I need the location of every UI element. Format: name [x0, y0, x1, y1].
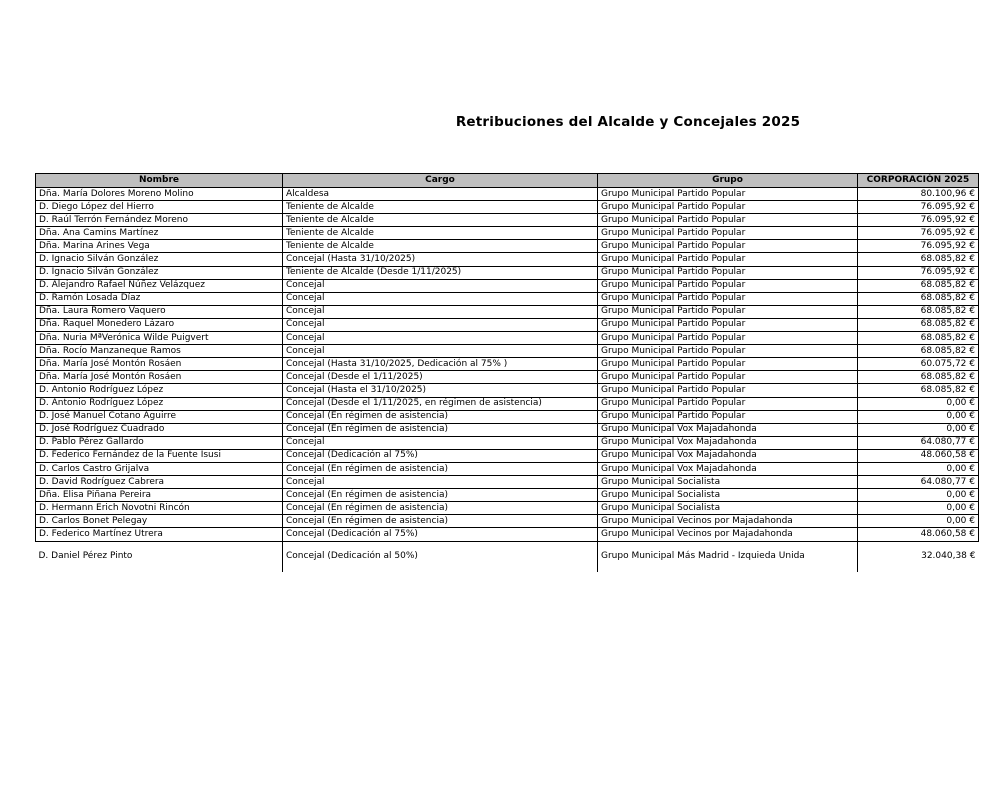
salaries-table [35, 173, 979, 572]
cell-nombre: D. Antonio Rodríguez López [36, 397, 283, 410]
table-body [36, 188, 979, 572]
cell-nombre: Dña. Rocío Manzaneque Ramos [36, 345, 283, 358]
table-row [36, 318, 979, 331]
cell-importe: 68.085,82 € [858, 253, 979, 266]
table-row [36, 358, 979, 371]
cell-importe: 76.095,92 € [858, 240, 979, 253]
cell-nombre: D. Hermann Erich Novotni Rincón [36, 502, 283, 515]
cell-grupo: Grupo Municipal Partido Popular [598, 371, 858, 384]
cell-importe: 68.085,82 € [858, 292, 979, 305]
cell-grupo: Grupo Municipal Partido Popular [598, 292, 858, 305]
cell-nombre: D. Ramón Losada Díaz [36, 292, 283, 305]
cell-importe: 60.075,72 € [858, 358, 979, 371]
table-row [36, 227, 979, 240]
cell-nombre: Dña. María José Montón Rosáen [36, 358, 283, 371]
cell-importe: 64.080,77 € [858, 476, 979, 489]
table-row [36, 332, 979, 345]
cell-cargo: Concejal (En régimen de asistencia) [283, 515, 598, 528]
cell-cargo: Concejal [283, 345, 598, 358]
cell-nombre: D. Diego López del Hierro [36, 201, 283, 214]
cell-cargo: Concejal [283, 318, 598, 331]
cell-nombre: D. Ignacio Silván González [36, 253, 283, 266]
cell-cargo: Teniente de Alcalde [283, 227, 598, 240]
cell-cargo: Teniente de Alcalde [283, 214, 598, 227]
cell-importe: 76.095,92 € [858, 214, 979, 227]
table-row [36, 410, 979, 423]
cell-grupo: Grupo Municipal Partido Popular [598, 253, 858, 266]
cell-importe: 68.085,82 € [858, 371, 979, 384]
table-row [36, 397, 979, 410]
cell-grupo: Grupo Municipal Partido Popular [598, 188, 858, 201]
cell-nombre: Dña. Nuria MªVerónica Wilde Puigvert [36, 332, 283, 345]
cell-importe: 0,00 € [858, 502, 979, 515]
cell-importe: 64.080,77 € [858, 436, 979, 449]
cell-cargo: Concejal [283, 476, 598, 489]
table-row [36, 515, 979, 528]
cell-cargo: Concejal [283, 305, 598, 318]
cell-nombre: Dña. Laura Romero Vaquero [36, 305, 283, 318]
cell-cargo: Concejal [283, 332, 598, 345]
cell-nombre: D. Raúl Terrón Fernández Moreno [36, 214, 283, 227]
cell-grupo: Grupo Municipal Socialista [598, 489, 858, 502]
cell-importe: 68.085,82 € [858, 305, 979, 318]
cell-cargo: Concejal (En régimen de asistencia) [283, 502, 598, 515]
cell-grupo: Grupo Municipal Partido Popular [598, 201, 858, 214]
cell-importe: 0,00 € [858, 410, 979, 423]
cell-nombre: D. Federico Fernández de la Fuente Isusi [36, 449, 283, 462]
page-title: Retribuciones del Alcalde y Concejales 2025 [455, 114, 801, 130]
cell-nombre: D. José Manuel Cotano Aguirre [36, 410, 283, 423]
table-row [36, 345, 979, 358]
cell-cargo: Concejal (Desde el 1/11/2025) [283, 371, 598, 384]
cell-importe: 0,00 € [858, 489, 979, 502]
table-row [36, 371, 979, 384]
table-row [36, 292, 979, 305]
table-row [36, 436, 979, 449]
cell-importe: 0,00 € [858, 515, 979, 528]
cell-grupo: Grupo Municipal Partido Popular [598, 397, 858, 410]
cell-importe: 76.095,92 € [858, 201, 979, 214]
cell-grupo: Grupo Municipal Partido Popular [598, 214, 858, 227]
cell-nombre: D. Antonio Rodríguez López [36, 384, 283, 397]
table-row [36, 541, 979, 572]
cell-cargo: Concejal (Hasta 31/10/2025, Dedicación al 75% ) [283, 358, 598, 371]
cell-importe: 68.085,82 € [858, 332, 979, 345]
table-row [36, 253, 979, 266]
cell-grupo: Grupo Municipal Socialista [598, 476, 858, 489]
cell-grupo: Grupo Municipal Partido Popular [598, 305, 858, 318]
cell-grupo: Grupo Municipal Partido Popular [598, 345, 858, 358]
cell-grupo: Grupo Municipal Partido Popular [598, 240, 858, 253]
cell-nombre: D. Daniel Pérez Pinto [36, 541, 283, 572]
cell-cargo: Concejal (Desde el 1/11/2025, en régimen de asistencia) [283, 397, 598, 410]
cell-cargo: Concejal (En régimen de asistencia) [283, 423, 598, 436]
table-row [36, 449, 979, 462]
cell-nombre: D. Carlos Bonet Pelegay [36, 515, 283, 528]
cell-importe: 68.085,82 € [858, 318, 979, 331]
cell-nombre: Dña. Elisa Piñana Pereira [36, 489, 283, 502]
cell-grupo: Grupo Municipal Partido Popular [598, 358, 858, 371]
column-header-corporacion: CORPORACIÓN 2025 [858, 174, 979, 188]
cell-nombre: D. Ignacio Silván González [36, 266, 283, 279]
cell-grupo: Grupo Municipal Partido Popular [598, 279, 858, 292]
cell-cargo: Concejal (Dedicación al 75%) [283, 449, 598, 462]
cell-cargo: Concejal (Dedicación al 75%) [283, 528, 598, 541]
cell-cargo: Concejal (Hasta 31/10/2025) [283, 253, 598, 266]
cell-cargo: Alcaldesa [283, 188, 598, 201]
cell-grupo: Grupo Municipal Vox Majadahonda [598, 423, 858, 436]
cell-cargo: Teniente de Alcalde (Desde 1/11/2025) [283, 266, 598, 279]
table-row [36, 489, 979, 502]
table-row [36, 528, 979, 541]
cell-grupo: Grupo Municipal Vecinos por Majadahonda [598, 528, 858, 541]
cell-cargo: Teniente de Alcalde [283, 201, 598, 214]
cell-importe: 80.100,96 € [858, 188, 979, 201]
cell-nombre: D. José Rodríguez Cuadrado [36, 423, 283, 436]
cell-cargo: Concejal (Hasta el 31/10/2025) [283, 384, 598, 397]
cell-importe: 76.095,92 € [858, 266, 979, 279]
cell-importe: 0,00 € [858, 462, 979, 475]
table-row [36, 266, 979, 279]
table-row [36, 279, 979, 292]
cell-nombre: Dña. María José Montón Rosáen [36, 371, 283, 384]
cell-grupo: Grupo Municipal Partido Popular [598, 227, 858, 240]
cell-nombre: D. David Rodríguez Cabrera [36, 476, 283, 489]
cell-nombre: Dña. Raquel Monedero Lázaro [36, 318, 283, 331]
cell-grupo: Grupo Municipal Vox Majadahonda [598, 449, 858, 462]
cell-grupo: Grupo Municipal Más Madrid - Izquieda Unida [598, 541, 858, 572]
cell-importe: 32.040,38 € [858, 541, 979, 572]
cell-grupo: Grupo Municipal Vox Majadahonda [598, 436, 858, 449]
cell-cargo: Concejal (En régimen de asistencia) [283, 462, 598, 475]
cell-grupo: Grupo Municipal Partido Popular [598, 384, 858, 397]
cell-grupo: Grupo Municipal Partido Popular [598, 266, 858, 279]
cell-grupo: Grupo Municipal Partido Popular [598, 332, 858, 345]
table-row [36, 201, 979, 214]
table-header-row [36, 174, 979, 188]
cell-nombre: Dña. Marina Arines Vega [36, 240, 283, 253]
table-row [36, 188, 979, 201]
cell-grupo: Grupo Municipal Vecinos por Majadahonda [598, 515, 858, 528]
table-row [36, 502, 979, 515]
cell-grupo: Grupo Municipal Vox Majadahonda [598, 462, 858, 475]
table-row [36, 240, 979, 253]
cell-nombre: D. Federico Martínez Utrera [36, 528, 283, 541]
cell-nombre: D. Alejandro Rafael Núñez Velázquez [36, 279, 283, 292]
table-row [36, 423, 979, 436]
column-header-cargo: Cargo [283, 174, 598, 188]
cell-nombre: D. Carlos Castro Grijalva [36, 462, 283, 475]
column-header-grupo: Grupo [598, 174, 858, 188]
table-row [36, 214, 979, 227]
cell-importe: 68.085,82 € [858, 279, 979, 292]
cell-grupo: Grupo Municipal Socialista [598, 502, 858, 515]
cell-cargo: Concejal (En régimen de asistencia) [283, 410, 598, 423]
cell-cargo: Concejal [283, 279, 598, 292]
cell-nombre: D. Pablo Pérez Gallardo [36, 436, 283, 449]
cell-cargo: Concejal [283, 292, 598, 305]
cell-cargo: Concejal [283, 436, 598, 449]
cell-importe: 68.085,82 € [858, 384, 979, 397]
column-header-nombre: Nombre [36, 174, 283, 188]
cell-importe: 76.095,92 € [858, 227, 979, 240]
cell-importe: 0,00 € [858, 423, 979, 436]
cell-importe: 0,00 € [858, 397, 979, 410]
cell-cargo: Concejal (En régimen de asistencia) [283, 489, 598, 502]
cell-importe: 68.085,82 € [858, 345, 979, 358]
cell-nombre: Dña. María Dolores Moreno Molino [36, 188, 283, 201]
table-row [36, 462, 979, 475]
cell-cargo: Concejal (Dedicación al 50%) [283, 541, 598, 572]
table-row [36, 476, 979, 489]
cell-importe: 48.060,58 € [858, 528, 979, 541]
cell-importe: 48.060,58 € [858, 449, 979, 462]
cell-grupo: Grupo Municipal Partido Popular [598, 318, 858, 331]
cell-grupo: Grupo Municipal Partido Popular [598, 410, 858, 423]
table-row [36, 384, 979, 397]
cell-nombre: Dña. Ana Camins Martínez [36, 227, 283, 240]
cell-cargo: Teniente de Alcalde [283, 240, 598, 253]
table-row [36, 305, 979, 318]
